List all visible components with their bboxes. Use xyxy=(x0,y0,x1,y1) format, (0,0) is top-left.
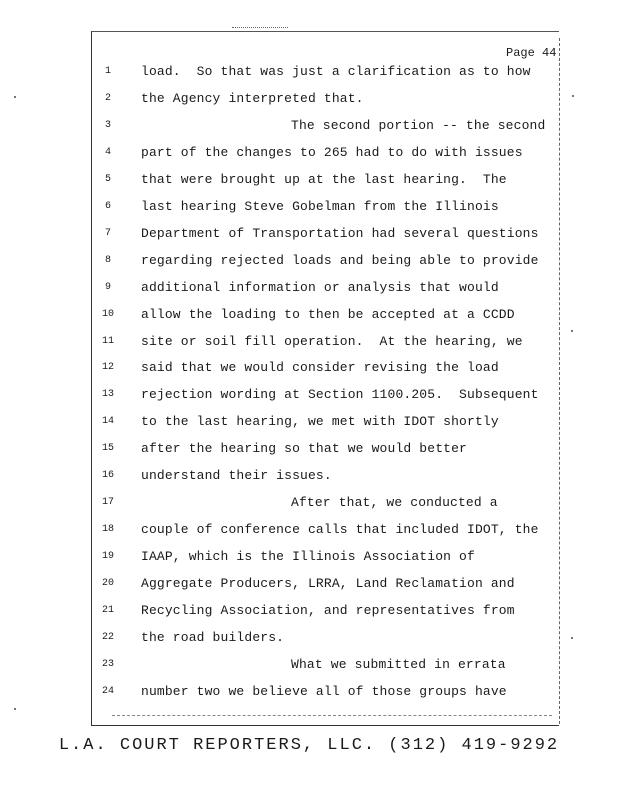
line-text: rejection wording at Section 1100.205. Subsequent xyxy=(141,387,539,403)
transcript-line xyxy=(96,414,558,434)
line-text: last hearing Steve Gobelman from the Illinois xyxy=(141,198,499,214)
line-number: 7 xyxy=(104,227,111,239)
line-number: 20 xyxy=(101,578,114,590)
line-text: allow the loading to then be accepted at a CCDD xyxy=(141,306,515,322)
transcript-line xyxy=(96,199,558,219)
transcript-line xyxy=(96,280,558,300)
line-text: regarding rejected loads and being able to provide xyxy=(141,252,539,268)
line-text: part of the changes to 265 had to do with issues xyxy=(141,144,523,160)
line-text: that were brought up at the last hearing. The xyxy=(141,171,507,187)
line-text: The second portion -- the second xyxy=(291,117,546,133)
margin-mark xyxy=(572,95,574,97)
bottom-scan-artifact xyxy=(112,715,552,719)
page-right-edge xyxy=(559,38,560,724)
line-text: understand their issues. xyxy=(141,468,332,484)
margin-mark xyxy=(14,96,16,98)
line-text: number two we believe all of those groups have xyxy=(141,683,507,699)
transcript-line xyxy=(96,253,558,273)
transcript-line xyxy=(96,549,558,569)
line-number: 23 xyxy=(101,658,114,670)
page-number: Page 44 xyxy=(506,46,557,60)
transcript-line xyxy=(96,172,558,192)
line-text: load. So that was just a clarification as to how xyxy=(141,64,531,79)
transcript-line xyxy=(96,495,558,515)
transcript-line xyxy=(96,118,558,138)
line-number: 14 xyxy=(101,416,114,428)
line-number: 15 xyxy=(101,443,114,455)
transcript-line xyxy=(96,145,558,165)
line-number: 21 xyxy=(101,605,114,616)
line-number: 5 xyxy=(104,173,111,185)
line-text: Department of Transportation had several questions xyxy=(141,225,539,241)
line-number: 16 xyxy=(101,470,114,482)
line-number: 17 xyxy=(101,497,114,509)
line-text: couple of conference calls that included IDOT, the xyxy=(141,522,539,538)
line-text: IAAP, which is the Illinois Association of xyxy=(141,549,475,565)
margin-mark xyxy=(571,330,573,332)
transcript-line xyxy=(96,360,558,380)
line-text: After that, we conducted a xyxy=(291,495,498,511)
transcript-line xyxy=(96,522,558,542)
margin-mark xyxy=(14,708,16,710)
line-number: 13 xyxy=(101,389,114,401)
line-number: 1 xyxy=(104,66,111,77)
line-number: 6 xyxy=(104,200,111,212)
line-number: 9 xyxy=(104,281,111,293)
line-text: said that we would consider revising the load xyxy=(141,360,499,376)
line-number: 19 xyxy=(101,551,114,563)
line-number: 12 xyxy=(101,362,114,374)
transcript-line xyxy=(96,630,558,650)
line-text: to the last hearing, we met with IDOT shortly xyxy=(141,414,499,430)
line-number: 11 xyxy=(101,335,114,347)
line-text: Recycling Association, and representatives from xyxy=(141,603,515,618)
transcript-line xyxy=(96,441,558,461)
court-reporter-footer: L.A. COURT REPORTERS, LLC. (312) 419-9292 xyxy=(58,736,560,755)
line-number: 10 xyxy=(101,308,114,320)
line-text: after the hearing so that we would better xyxy=(141,441,468,457)
transcript-line xyxy=(96,387,558,407)
line-text: site or soil fill operation. At the hearing, we xyxy=(141,333,523,349)
margin-mark xyxy=(571,637,573,639)
transcript-line xyxy=(96,684,558,704)
top-scan-artifact xyxy=(232,27,288,31)
transcript-line xyxy=(96,576,558,596)
line-number: 2 xyxy=(104,92,111,104)
line-text: What we submitted in errata xyxy=(291,656,506,672)
line-number: 4 xyxy=(104,146,111,158)
transcript-line xyxy=(96,91,558,111)
transcript-line xyxy=(96,603,558,623)
line-text: Aggregate Producers, LRRA, Land Reclamation and xyxy=(141,576,515,592)
transcript-line xyxy=(96,657,558,677)
line-text: the Agency interpreted that. xyxy=(141,90,364,106)
transcript-line xyxy=(96,334,558,354)
transcript-line xyxy=(96,307,558,327)
line-text: the road builders. xyxy=(141,629,285,645)
line-text: additional information or analysis that would xyxy=(141,279,499,295)
line-number: 22 xyxy=(101,631,114,643)
transcript-line xyxy=(96,64,558,84)
transcript-line xyxy=(96,226,558,246)
line-number: 3 xyxy=(104,119,111,131)
line-number: 24 xyxy=(101,685,114,697)
line-number: 18 xyxy=(101,524,114,536)
line-number: 8 xyxy=(104,254,111,266)
transcript-line xyxy=(96,468,558,488)
